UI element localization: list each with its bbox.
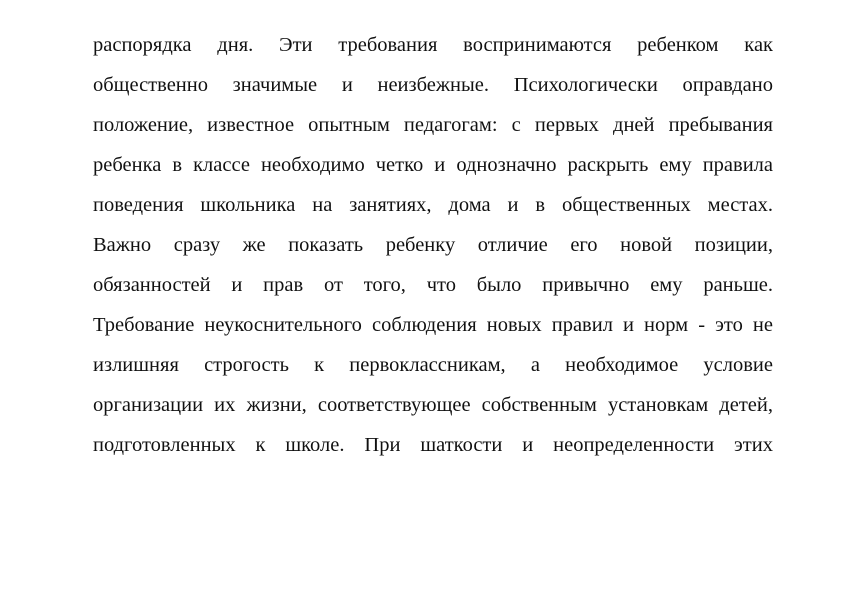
text-line: излишняя строгость к первоклассникам, а необходимое условие	[93, 354, 773, 376]
text-line: обязанностей и прав от того, что было привычно ему раньше.	[93, 274, 773, 296]
text-line: распорядка дня. Эти требования воспринимаются ребенком как	[93, 34, 773, 56]
text-line: подготовленных к школе. При шаткости и неопределенности этих	[93, 434, 773, 456]
text-line: поведения школьника на занятиях, дома и в общественных местах.	[93, 194, 773, 216]
text-line: общественно значимые и неизбежные. Психологически оправдано	[93, 74, 773, 96]
body-text	[93, 30, 773, 470]
text-line: ребенка в классе необходимо четко и однозначно раскрыть ему правила	[93, 154, 773, 176]
text-line: положение, известное опытным педагогам: с первых дней пребывания	[93, 114, 773, 136]
text-line: организации их жизни, соответствующее собственным установкам детей,	[93, 394, 773, 416]
text-line: Важно сразу же показать ребенку отличие его новой позиции,	[93, 234, 773, 256]
text-line: Требование неукоснительного соблюдения новых правил и норм - это не	[93, 314, 773, 336]
